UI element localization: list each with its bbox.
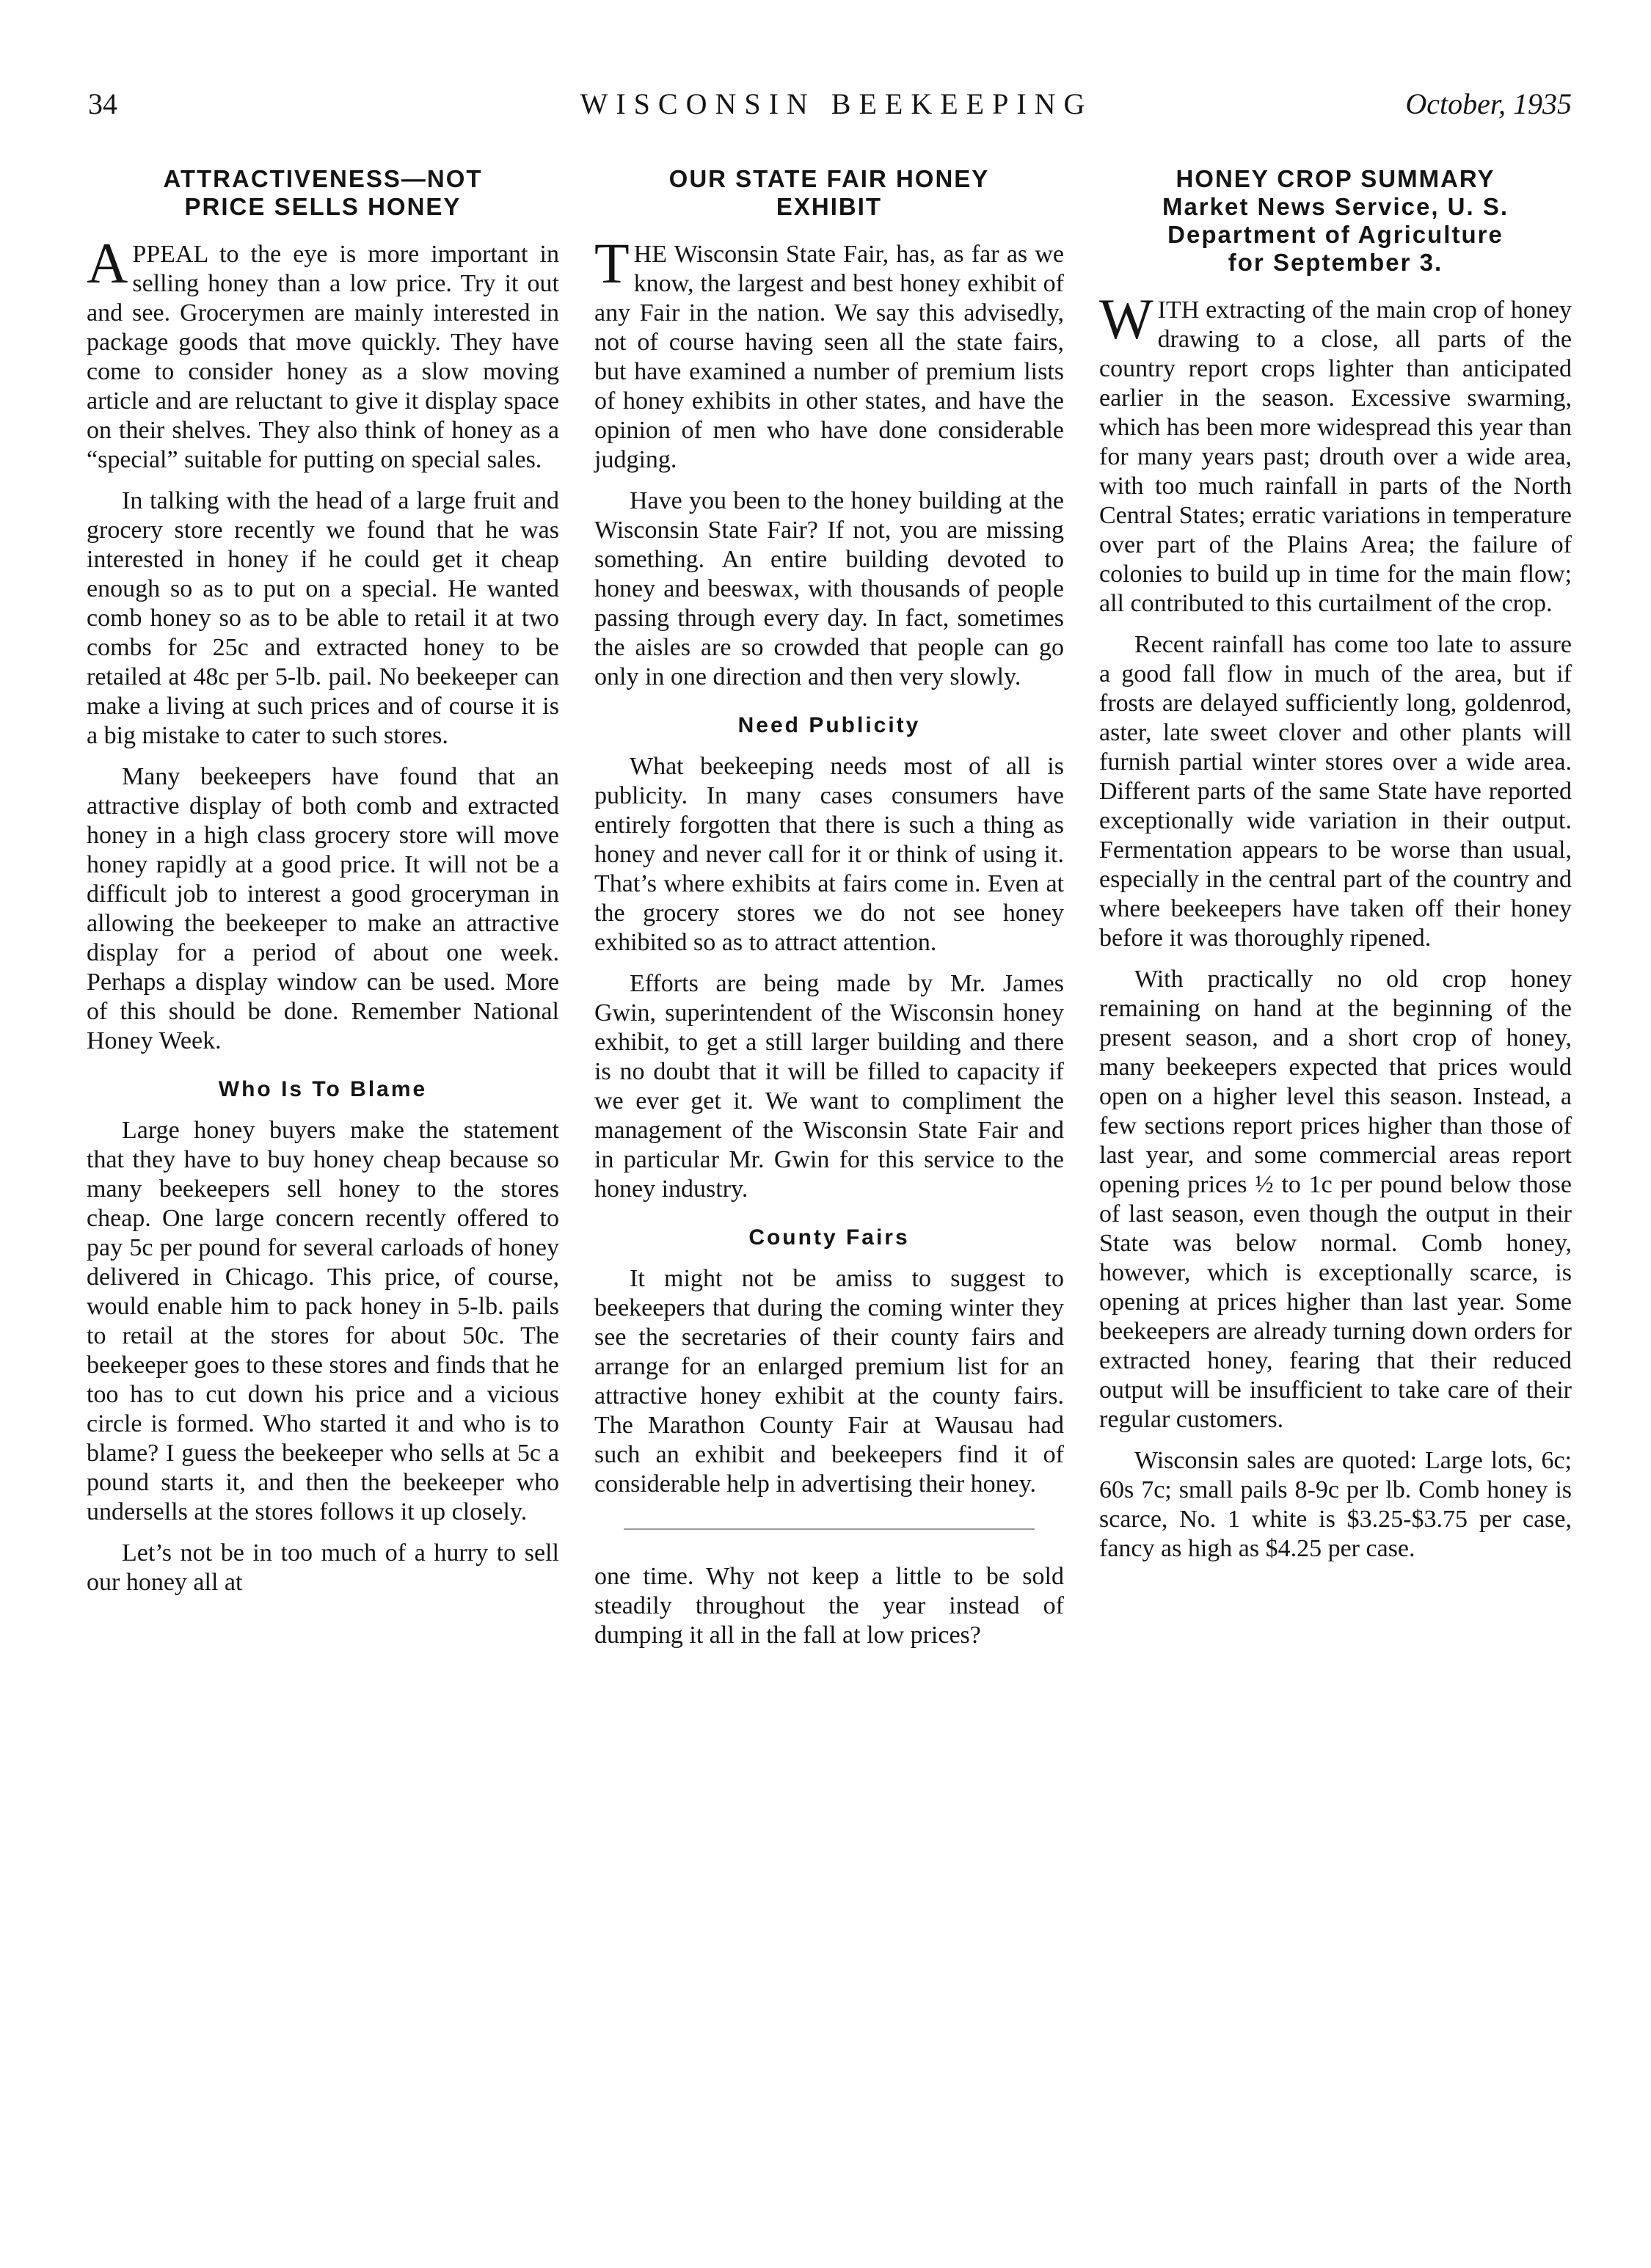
title-line: OUR STATE FAIR HONEY bbox=[668, 165, 990, 192]
paragraph-continued: one time. Why not keep a little to be sold steadily throughout the year instead of dumping it all in the fall at low prices? bbox=[594, 1563, 1064, 1649]
column-attractiveness-article bbox=[87, 165, 559, 1609]
title-line: EXHIBIT bbox=[776, 193, 883, 220]
paragraph: Recent rainfall has come too late to assure a good fall flow in much of the area, but if frosts are delayed sufficiently long, goldenrod, aster, late sweet clover and other plants will furnish partial winter stores over a wide area. Different parts of the same State have reported exceptionally wide variation in their output. Fermentation appears to be worse than usual, especially in the central part of the country and where beekeepers have taken off their honey before it was thoroughly ripened. bbox=[1099, 631, 1572, 952]
paragraph: It might not be amiss to suggest to beekeepers that during the coming winter they see the secretaries of their county fairs and arrange for an enlarged premium list for an attractive honey exhibit at the county fairs. The Marathon County Fair at Wausau had such an exhibit and beekeepers find it of considerable help in advertising their honey. bbox=[594, 1265, 1064, 1498]
paragraph: APPEAL to the eye is more important in selling honey than a low price. Try it out and see. Grocerymen are mainly interested in package goods that move quickly. They have come to consider honey as a slow moving article and are reluctant to give it display space on their shelves. They also think of honey as a “special” suitable for putting on special sales. bbox=[87, 231, 559, 473]
paragraph: In talking with the head of a large fruit and grocery store recently we found that he was interested in honey if he could get it cheap enough so as to put on a special. He wanted comb honey so as to be able to retail it at two combs for 25c and extracted honey to be retailed at 48c per 5-lb. pail. No beekeeper can make a living at such prices and of course it is a big mistake to cater to such stores. bbox=[87, 487, 559, 749]
title-line: for September 3. bbox=[1228, 249, 1443, 276]
paragraph: Large honey buyers make the statement that they have to buy honey cheap because so many beekeepers sell honey to the stores cheap. One large concern recently offered to pay 5c per pound for several carloads of honey delivered in Chicago. This price, of course, would enable him to pack honey in 5-lb. pails to retail at the stores for about 50c. The beekeeper goes to these stores and finds that he too has to cut down his price and a vicious circle is formed. Who started it and who is to blame? I guess the beekeeper who sells at 5c a pound starts it, and then the beekeeper who undersells at the stores follows it up closely. bbox=[87, 1117, 559, 1525]
title-line: Department of Agriculture bbox=[1167, 221, 1504, 248]
article-title-honey-crop bbox=[1099, 165, 1572, 277]
issue-date: October, 1935 bbox=[1405, 87, 1572, 120]
article-title-state-fair bbox=[594, 165, 1064, 221]
subheading-county-fairs: County Fairs bbox=[748, 1225, 910, 1250]
paragraph: Wisconsin sales are quoted: Large lots, 6c; 60s 7c; small pails 8-9c per lb. Comb honey is scarce, No. 1 white is $3.25-$3.75 per case, fancy as high as $4.25 per case. bbox=[1099, 1447, 1572, 1562]
paragraph: Efforts are being made by Mr. James Gwin, superintendent of the Wisconsin honey exhibit, to get a still larger building and there is no doubt that it will be filled to capacity if we ever get it. We want to compliment the management of the Wisconsin State Fair and in particular Mr. Gwin for this service to the honey industry. bbox=[594, 970, 1064, 1203]
paragraph: WITH extracting of the main crop of honey drawing to a close, all parts of the country report crops lighter than anticipated earlier in the season. Excessive swarming, which has been more widespread this year than for many years past; drouth over a wide area, with too much rainfall in parts of the North Central States; erratic variations in temperature over part of the Plains Area; the failure of colonies to build up in time for the main flow; all contributed to this curtailment of the crop. bbox=[1099, 287, 1572, 617]
column-state-fair-article bbox=[594, 165, 1064, 1662]
page-number: 34 bbox=[88, 87, 117, 120]
running-header bbox=[0, 87, 1651, 131]
paragraph: With practically no old crop honey remaining on hand at the beginning of the present season, and a short crop of honey, many beekeepers expected that prices would open on a higher level this season. Instead, a few sections report prices higher than those of last year, and some commercial areas report opening prices ½ to 1c per pound below those of last season, even though the output in their State was below normal. Comb honey, however, which is exceptionally scarce, is opening at prices higher than last year. Some beekeepers are already turning down orders for extracted honey, fearing that their reduced output will be insufficient to take care of their regular customers. bbox=[1099, 966, 1572, 1433]
article-title-attractiveness bbox=[87, 165, 559, 221]
paragraph: Many beekeepers have found that an attractive display of both comb and extracted honey in a high class grocery store will move honey rapidly at a good price. It will not be a difficult job to interest a good groceryman in allowing the beekeeper to make an attractive display for a period of about one week. Perhaps a display window can be used. More of this should be done. Remember National Honey Week. bbox=[87, 763, 559, 1054]
paragraph: Let’s not be in too much of a hurry to sell our honey all at bbox=[87, 1539, 559, 1596]
title-line: HONEY CROP SUMMARY bbox=[1176, 165, 1495, 192]
journal-title: WISCONSIN BEEKEEPING bbox=[580, 87, 1093, 120]
column-divider-rule bbox=[624, 1528, 1035, 1530]
title-line: PRICE SELLS HONEY bbox=[184, 193, 462, 220]
subheading-who-is-to-blame: Who Is To Blame bbox=[218, 1077, 428, 1101]
paragraph: Have you been to the honey building at the Wisconsin State Fair? If not, you are missing something. An entire building devoted to honey and beeswax, with thousands of people passing through every day. In fact, sometimes the aisles are so crowded that people can go only in one direction and then very slowly. bbox=[594, 487, 1064, 690]
title-line: ATTRACTIVENESS—NOT bbox=[163, 165, 483, 192]
paragraph: What beekeeping needs most of all is publicity. In many cases consumers have entirely forgotten that there is such a thing as honey and never call for it or think of using it. That’s where exhibits at fairs come in. Even at the grocery stores we do not see honey exhibited so as to attract attention. bbox=[594, 753, 1064, 956]
title-line: Market News Service, U. S. bbox=[1162, 193, 1509, 220]
paragraph: THE Wisconsin State Fair, has, as far as we know, the largest and best honey exhibit of any Fair in the nation. We say this advisedly, not of course having seen all the state fairs, but have examined a number of premium lists of honey exhibits in other states, and have the opinion of men who have done considerable judging. bbox=[594, 231, 1064, 473]
column-honey-crop-summary bbox=[1099, 165, 1572, 1575]
subheading-need-publicity: Need Publicity bbox=[737, 713, 921, 737]
